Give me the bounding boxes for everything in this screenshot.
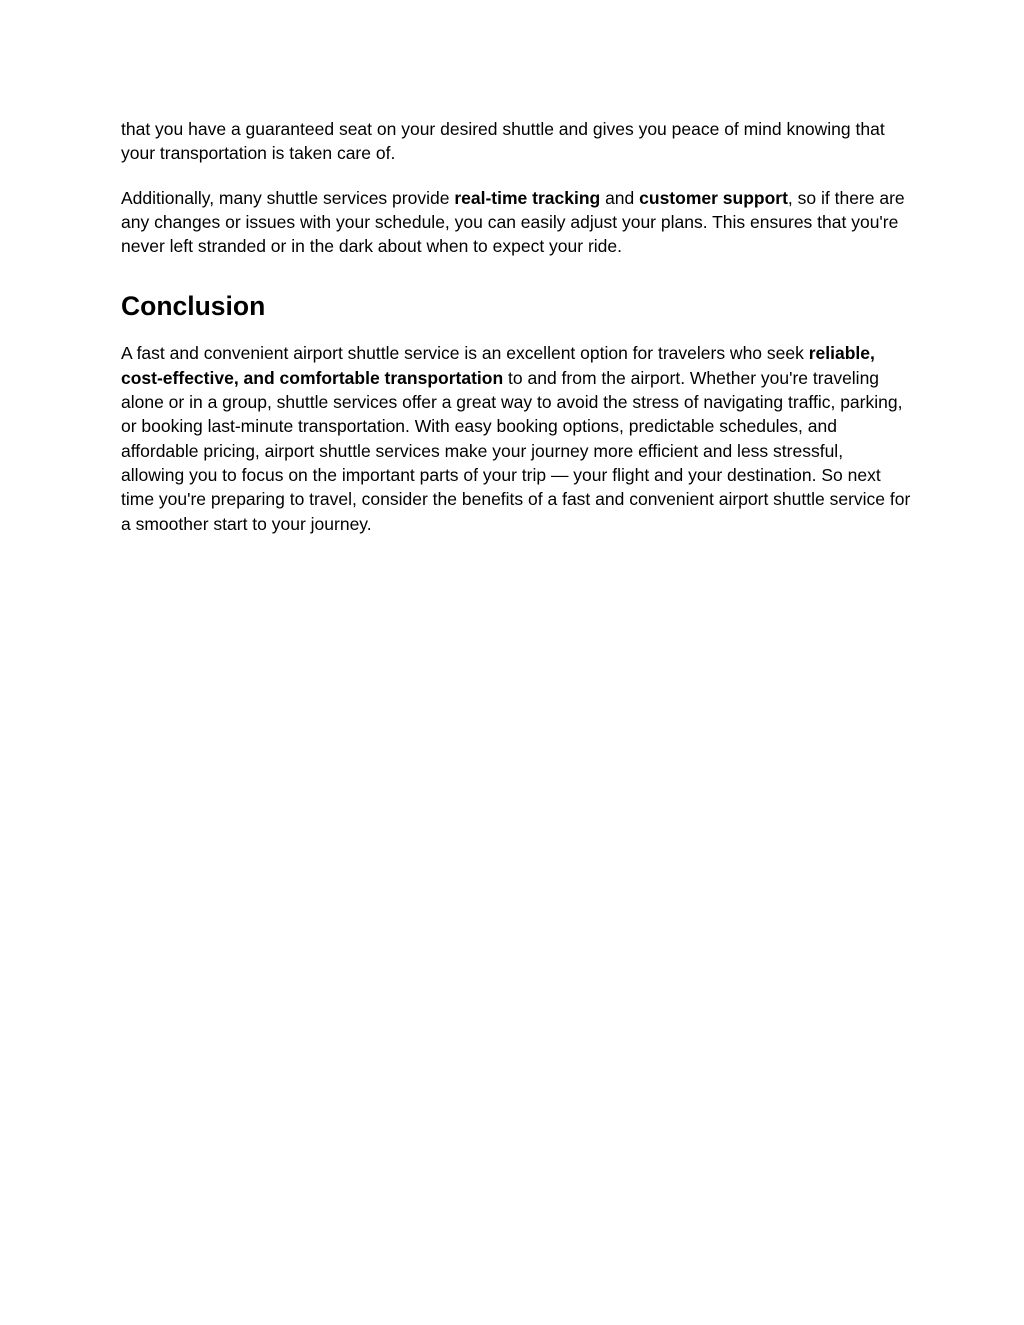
paragraph-text: that you have a guaranteed seat on your desired shuttle and gives you peace of mind knowing that your transportation is taken care of. [121,119,885,164]
paragraph-text: and [600,187,640,208]
paragraph-text: Additionally, many shuttle services provide [121,187,455,208]
section-heading-conclusion: Conclusion [121,291,266,322]
bold-phrase-reliable-transportation: reliable, cost-effective, and comfortable transportation [121,343,875,388]
paragraph-text: , so if there are any changes or issues with your schedule, you can easily adjust your plans. This ensures that you're never left stranded or in the dark about when to expect your ride. [121,187,905,257]
document-page [121,117,911,536]
paragraph-text: to and from the airport. Whether you're traveling alone or in a group, shuttle services offer a great way to avoid the stress of navigating traffic, parking, or booking last-minute transportation. With easy booking options, predictable schedules, and affordable pricing, airport shuttle services make your journey more efficient and less stressful, allowing you to focus on the important parts of your trip — your flight and your destination. So next time you're preparing to travel, consider the benefits of a fast and convenient airport shuttle service for a smoother start to your journey. [121,367,911,534]
paragraph-continued [121,117,911,166]
bold-phrase-real-time-tracking: real-time tracking [454,187,601,208]
bold-phrase-customer-support: customer support [639,187,788,208]
paragraph-tracking [121,186,911,259]
paragraph-conclusion [121,341,911,535]
paragraph-text: A fast and convenient airport shuttle service is an excellent option for travelers who seek [121,343,809,364]
